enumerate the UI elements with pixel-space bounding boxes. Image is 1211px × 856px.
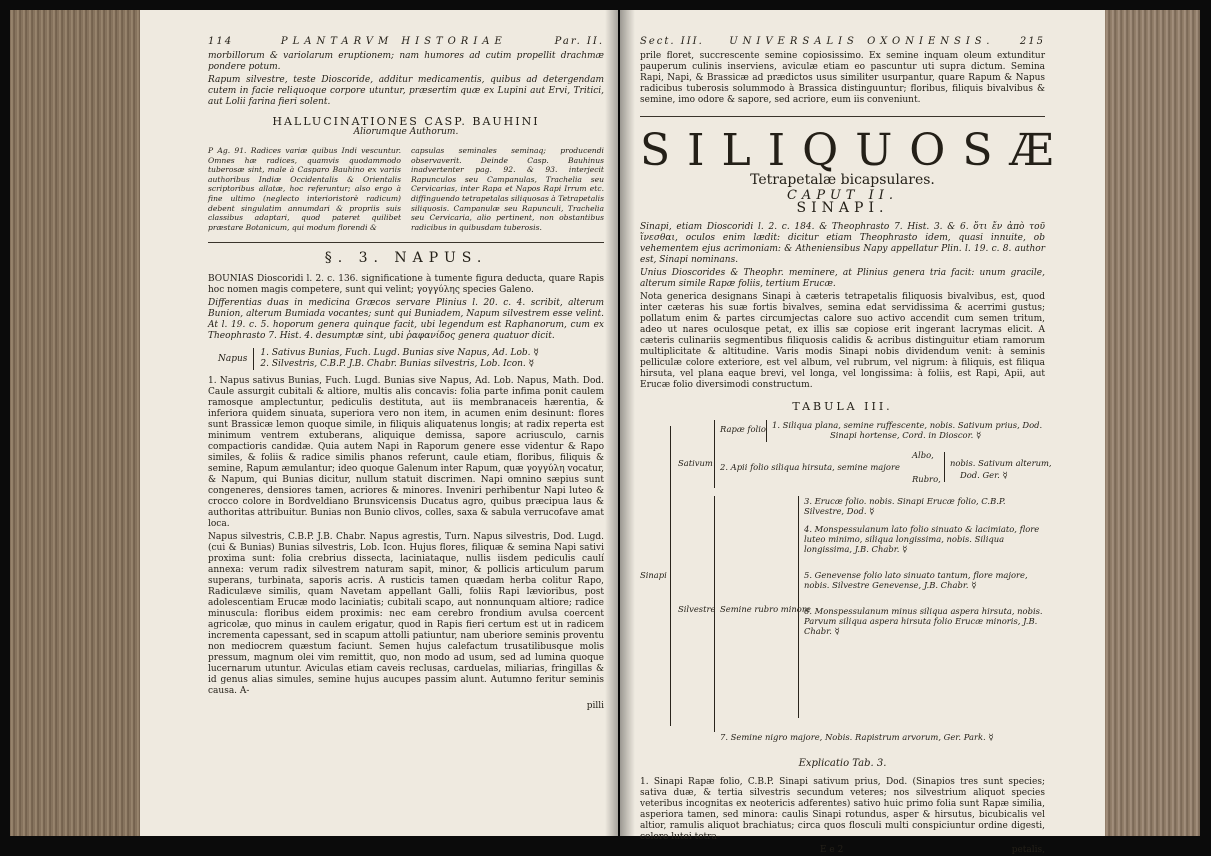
left-page-number: 114: [208, 36, 234, 47]
right-page: [620, 10, 1105, 855]
tree-silvestre: Silvestre: [678, 604, 716, 614]
napus-list-items: [253, 348, 538, 370]
tree-brace-semine: [798, 496, 799, 718]
top-paragraph: prile floret, succrescente semine copiosissimo. Ex semine inquam oleum extunditur pauperum culinis inserviens, aviculæ etiam eo pascuntur uti supra dictum. Semina Rapi, Napi, & Brassicæ ad prædictos usus similiter usurpantur, quare Rapum & Napus radicibus tuberosis solummodo à Brassica distinguuntur; floribus, filiquis bivalvibus & semine, imo odore & sapore, sed acriore, eum iis conveniunt.: [640, 51, 1045, 105]
napus-body-paragraph-1: 1. Napus sativus Bunias, Fuch. Lugd. Bunias sive Napus, Ad. Lob. Napus, Math. Dod. Caule assurgit cubitali & altiore, multis alis concavis: folia parte infima ponit caulem ramosque amplectuntur, pediculis destituta, aut iis membranaceis hærentia, & inferiora quidem sinuata, superiora vero non item, in acumen enim desinunt: flores sunt Brassicæ lemon quoque simile, in filiquis aliquatenus longis; at radix reperta est minimum ventrem extuberans, aliquique demissa, sapore acriusculo, carnis compactioris candidæ. Quia autem Napi in Raporum genere esse videntur & Rapo similes, & foliis & radice similis phanos referunt, caule etiam, floribus, filiquis & semine, Rapum æmulantur; ideo quoque Galenum inter Rapum, quæ γογγύλη vocatur, & Napum, qui Bunias dicitur, nullum statuit discrimen. Napi omnino sæpius sunt congeneres, densiores tamen, acriores & minores. Inveniri perhibentur Napi luteo & crocco colore in Bordveldiano Brunsvicensis Ducatus agro, quibus præcipua laus & authoritas attribuitur. Bunias non Bunio clivos, colles, saxa & sabula verrucofave amat loca.: [208, 376, 604, 530]
divider-rule-right: [640, 116, 1045, 117]
napus-list-label: Napus: [218, 353, 248, 364]
sinapi-heading: SINAPI.: [796, 200, 889, 216]
siliquosae-title: SILIQUOSÆ: [640, 125, 1071, 176]
book-edge-left: [10, 10, 140, 836]
hallucinationes-col-1: P Ag. 91. Radices variæ quibus Indi vescuntur. Omnes hæ radices, quamvis quodammodo tuberosæ sint, male à Casparo Bauhino ex variis authoribus Indiæ Occidentalis & Orientalis scriptoribus allatæ, hoc referuntur; also ergo à fine ultimo (neglecto interioristorè radicum) debent singulatim annumdari & propriis suis classibus adaptari, quod pateret quilibet præstare Botanicum, qui modum florendi &: [208, 146, 401, 232]
right-catchword: petalis,: [1011, 845, 1045, 855]
left-part-label: Par. II.: [554, 36, 604, 47]
napus-list: [218, 348, 604, 370]
differentias-paragraph: Differentias duas in medicina Græcos servare Plinius l. 20. c. 4. scribit, alterum Bunion, alterum Bumiada vocantes; sunt qui Buniadem, Napum silvestrem esse velint. At l. 19. c. 5. hoporum genera quinque facit, ubi legendum est Raphanorum, cum ex Theophrasto 7. Hist. 4. desumptæ sint, ubi ῥαφανίδος genera quatuor dicit.: [208, 298, 604, 342]
napus-list-item: 1. Sativus Bunias, Fuch. Lugd. Bunias sive Napus, Ad. Lob. ☿: [260, 348, 539, 359]
sinapi-paragraph-3: Nota generica designans Sinapi à cæteris tetrapetalis filiquosis bivalvibus, est, quod inter cæteras his suæ fortis bivalves, semina edat servidissima & acerrimi gustus; pollatum enim & partes circumjectas calore suo activo accendit cum semen tritum, adeo ut nares oculosque petat, ex illis sæ copiose erit ingerant lacrymas elicit. A cæteris culinariis segmentibus filiquosis calidis & acribus distinguitur etiam ramorum multiplicitate & altitudine. Varis modis Sinapi nobis dividendum venit: à seminis pelliculæ colore exteriore, est vel album, vel rubrum, vel nigrum: à filiquis, est filiqua hirsuta, vel plana eaque brevi, vel longa, vel longissima: à foliis, est Rapi, Apii, aut Erucæ folio diversimodi constructum.: [640, 292, 1045, 390]
left-catchword: pilli: [586, 701, 604, 712]
tree-brace-silvestre: [714, 496, 715, 732]
tree-item-3: 3. Erucæ folio. nobis. Sinapi Erucæ folio, C.B.P. Silvestre, Dod. ☿: [804, 496, 1006, 516]
book-gutter-shadow: [605, 10, 635, 836]
tree-albo: Albo,: [912, 450, 934, 460]
tabula-heading: TABULA III.: [792, 400, 893, 413]
tree-item-6: 6. Monspessulanum minus siliqua aspera hirsuta, nobis. Parvum siliqua aspera hirsuta folio Erucæ minoris, J.B. Chabr. ☿: [804, 606, 1043, 636]
tree-brace-color: [944, 452, 945, 482]
intro-line-2: Rapum silvestre, teste Dioscoride, additur medicamentis, quibus ad detergendam cutem in facie reliquoque corpore utuntur, præsertim quæ ex Lupini aut Ervi, Tritici, aut Lolii farina fieri solent.: [208, 75, 604, 107]
tree-item-4: 4. Monspessulanum lato folio sinuato & lacimiato, flore luteo minimo, siliqua longissima, nobis. Siliqua longissima, J.B. Chabr. ☿: [804, 524, 1040, 554]
caput-heading: CAPUT II.: [786, 188, 898, 203]
tree-rubro: Rubro,: [912, 474, 941, 484]
right-running-title: UNIVERSALIS OXONIENSIS.: [729, 36, 995, 47]
tree-item-7: 7. Semine nigro majore, Nobis. Rapistrum arvorum, Ger. Park. ☿: [720, 732, 994, 742]
tree-brace-rapae: [766, 420, 767, 442]
final-paragraph: 1. Sinapi Rapæ folio, C.B.P. Sinapi sativum prius, Dod. (Sinapios tres sunt species; sativa duæ, & tertia silvestris secundum veteres; nos silvestrium aliquot species veteribus incognitas ex neotericis adferentes) sativo huic primo folia sunt Rapæ similia, asperiora tamen, sed minora: caulis Sinapi rotundus, asper & hirsutus, bicubicalis vel altior, ramulis aliquot brachiatus; circa quos flosculi multi conspiciuntur ordine digesti, colore lutei tetra-: [640, 777, 1045, 842]
tree-item-1a: 1. Siliqua plana, semine ruffescente, nobis. Sativum prius, Dod.: [772, 420, 1043, 430]
hallucinationes-title: HALLUCINATIONES CASP. BAUHINI: [272, 115, 540, 128]
tree-item-1b: Sinapi hortense, Cord. in Dioscor. ☿: [830, 430, 982, 440]
right-running-head: [640, 36, 1045, 47]
classification-tree: [640, 420, 1052, 750]
right-page-footer: [640, 845, 1045, 856]
left-running-title: PLANTARVM HISTORIAE: [280, 36, 507, 47]
hallucinationes-columns: [208, 146, 604, 232]
siliquosae-subtitle: Tetrapetalæ bicapsulares.: [750, 172, 935, 188]
napus-body-paragraph-2: Napus silvestris, C.B.P. J.B. Chabr. Napus agrestis, Turn. Napus silvestris, Dod. Lugd. (cui & Bunias) Bunias silvestris, Lob. Icon. Hujus flores, filiquæ & semina Napi sativi proxima sunt: folia crebrius dissecta, laciniataque, nullis iisdem pediculis caulí annexa: verum radix silvestrem naturam sapit, minor, & pollicis articulum parum superans, turbinata, saporis acris. A rusticis tamen quædam herba colitur Rapo, Radiculæve similis, quam Navetam appellant Galli, foliis Rapi lævioribus, post adolescentiam Erucæ modo laciniatis; cubitali scapo, aut nonnunquam altiore; radice minuscula: floribus eidem proximis: nec eam cerebro frondium avulsa coercent agricolæ, quo minus in caulem erigatur, quod in Rapis fieri certum est ut in radicem incrementa capessant, sed in scapum attolli patiuntur, nam uberiore seminis proventu non mediocrem quæstum faciunt. Semen hujus calefactum trusatilibusque molis pressum, magnum olei vim remittit, quo, non modo ad usum, sed ad lumina quoque lucernarum utuntur. Aviculas etiam caveis reclusas, carduelas, miliarias, fringillas & id genus alias simules, semine hujus aucupes passim alunt. Autumno feritur seminis causa. A-: [208, 532, 604, 697]
tree-item-2-ref-2: Dod. Ger. ☿: [960, 470, 1008, 480]
left-running-head: [208, 36, 604, 47]
tree-item-2-ref-1: nobis. Sativum alterum,: [950, 458, 1052, 468]
tree-root: Sinapi: [640, 570, 667, 580]
bunias-paragraph: BOUNIAS Dioscoridi l. 2. c. 136. significatione à tumente figura deducta, quare Rapis hoc nomen magis competere, sunt qui velint; γογγύλης species Galeno.: [208, 274, 604, 296]
sinapi-paragraph-1: Sinapi, etiam Dioscoridi l. 2. c. 184. & Theophrasto 7. Hist. 3. & 6. ὅτι ἔν ἀπὸ τοῦ ἵνεσθαι, oculos enim lædit: dicitur etiam Theophrasto idem, quasi innuite, ob vehementem ejus acrimoniam: & Atheniensibus Napy appellatur Plin. l. 19. c. 8. author est, Sinapi nominans.: [640, 222, 1045, 265]
tree-item-5: 5. Genevense folio lato sinuato tantum, flore majore, nobis. Silvestre Genevense, J.B. Chabr. ☿: [804, 570, 1028, 590]
hallucinationes-col-2: capsulas seminales seminaq; producendi observaverit. Deinde Casp. Bauhinus inadvertenter pag. 92. & 93. interjecit Rapunculos seu Campanulas, Trachelia seu Cervicarias, inter Rapa et Napos Rapi Irrum etc. diffinguendo tetrapetalas siliquosas à Tetrapetalis siliquosis. Campanulæ seu Rapunculi, Trachelia seu Cervicaria, alio pertinent, non obstantibus radicibus in quibusdam tuberosis.: [411, 146, 604, 232]
intro-line-1: morbillorum & variolarum eruptionem; nam humores ad cutim propellit drachmæ pondere potum.: [208, 51, 604, 72]
right-page-number: 215: [1019, 36, 1045, 47]
explicatio-heading: Explicatio Tab. 3.: [798, 758, 887, 769]
right-section-label: Sect. III.: [640, 36, 704, 47]
tree-semine-rubro: Semine rubro minore: [720, 604, 811, 614]
tree-brace-root: [670, 426, 671, 726]
napus-list-item: 2. Silvestris, C.B.P. J.B. Chabr. Bunias silvestris, Lob. Icon. ☿: [260, 359, 535, 370]
book-edge-right: [1105, 10, 1200, 836]
tree-brace-sativum: [714, 420, 715, 488]
hallucinationes-subtitle: Aliorumque Authorum.: [353, 127, 459, 137]
divider-rule: [208, 242, 604, 243]
napus-section-title: §. 3. NAPUS.: [324, 250, 488, 267]
left-page: [140, 10, 618, 836]
tree-sativum: Sativum: [678, 458, 713, 468]
signature-mark: E e 2: [820, 845, 844, 855]
sinapi-paragraph-2: Unius Dioscorides & Theophr. meminere, at Plinius genera tria facit: unum gracile, alterum simile Rapæ foliis, tertium Erucæ.: [640, 268, 1045, 289]
tree-rapae-folio: Rapæ folio: [720, 424, 766, 434]
tree-item-2: 2. Apii folio siliqua hirsuta, semine majore: [720, 462, 900, 472]
